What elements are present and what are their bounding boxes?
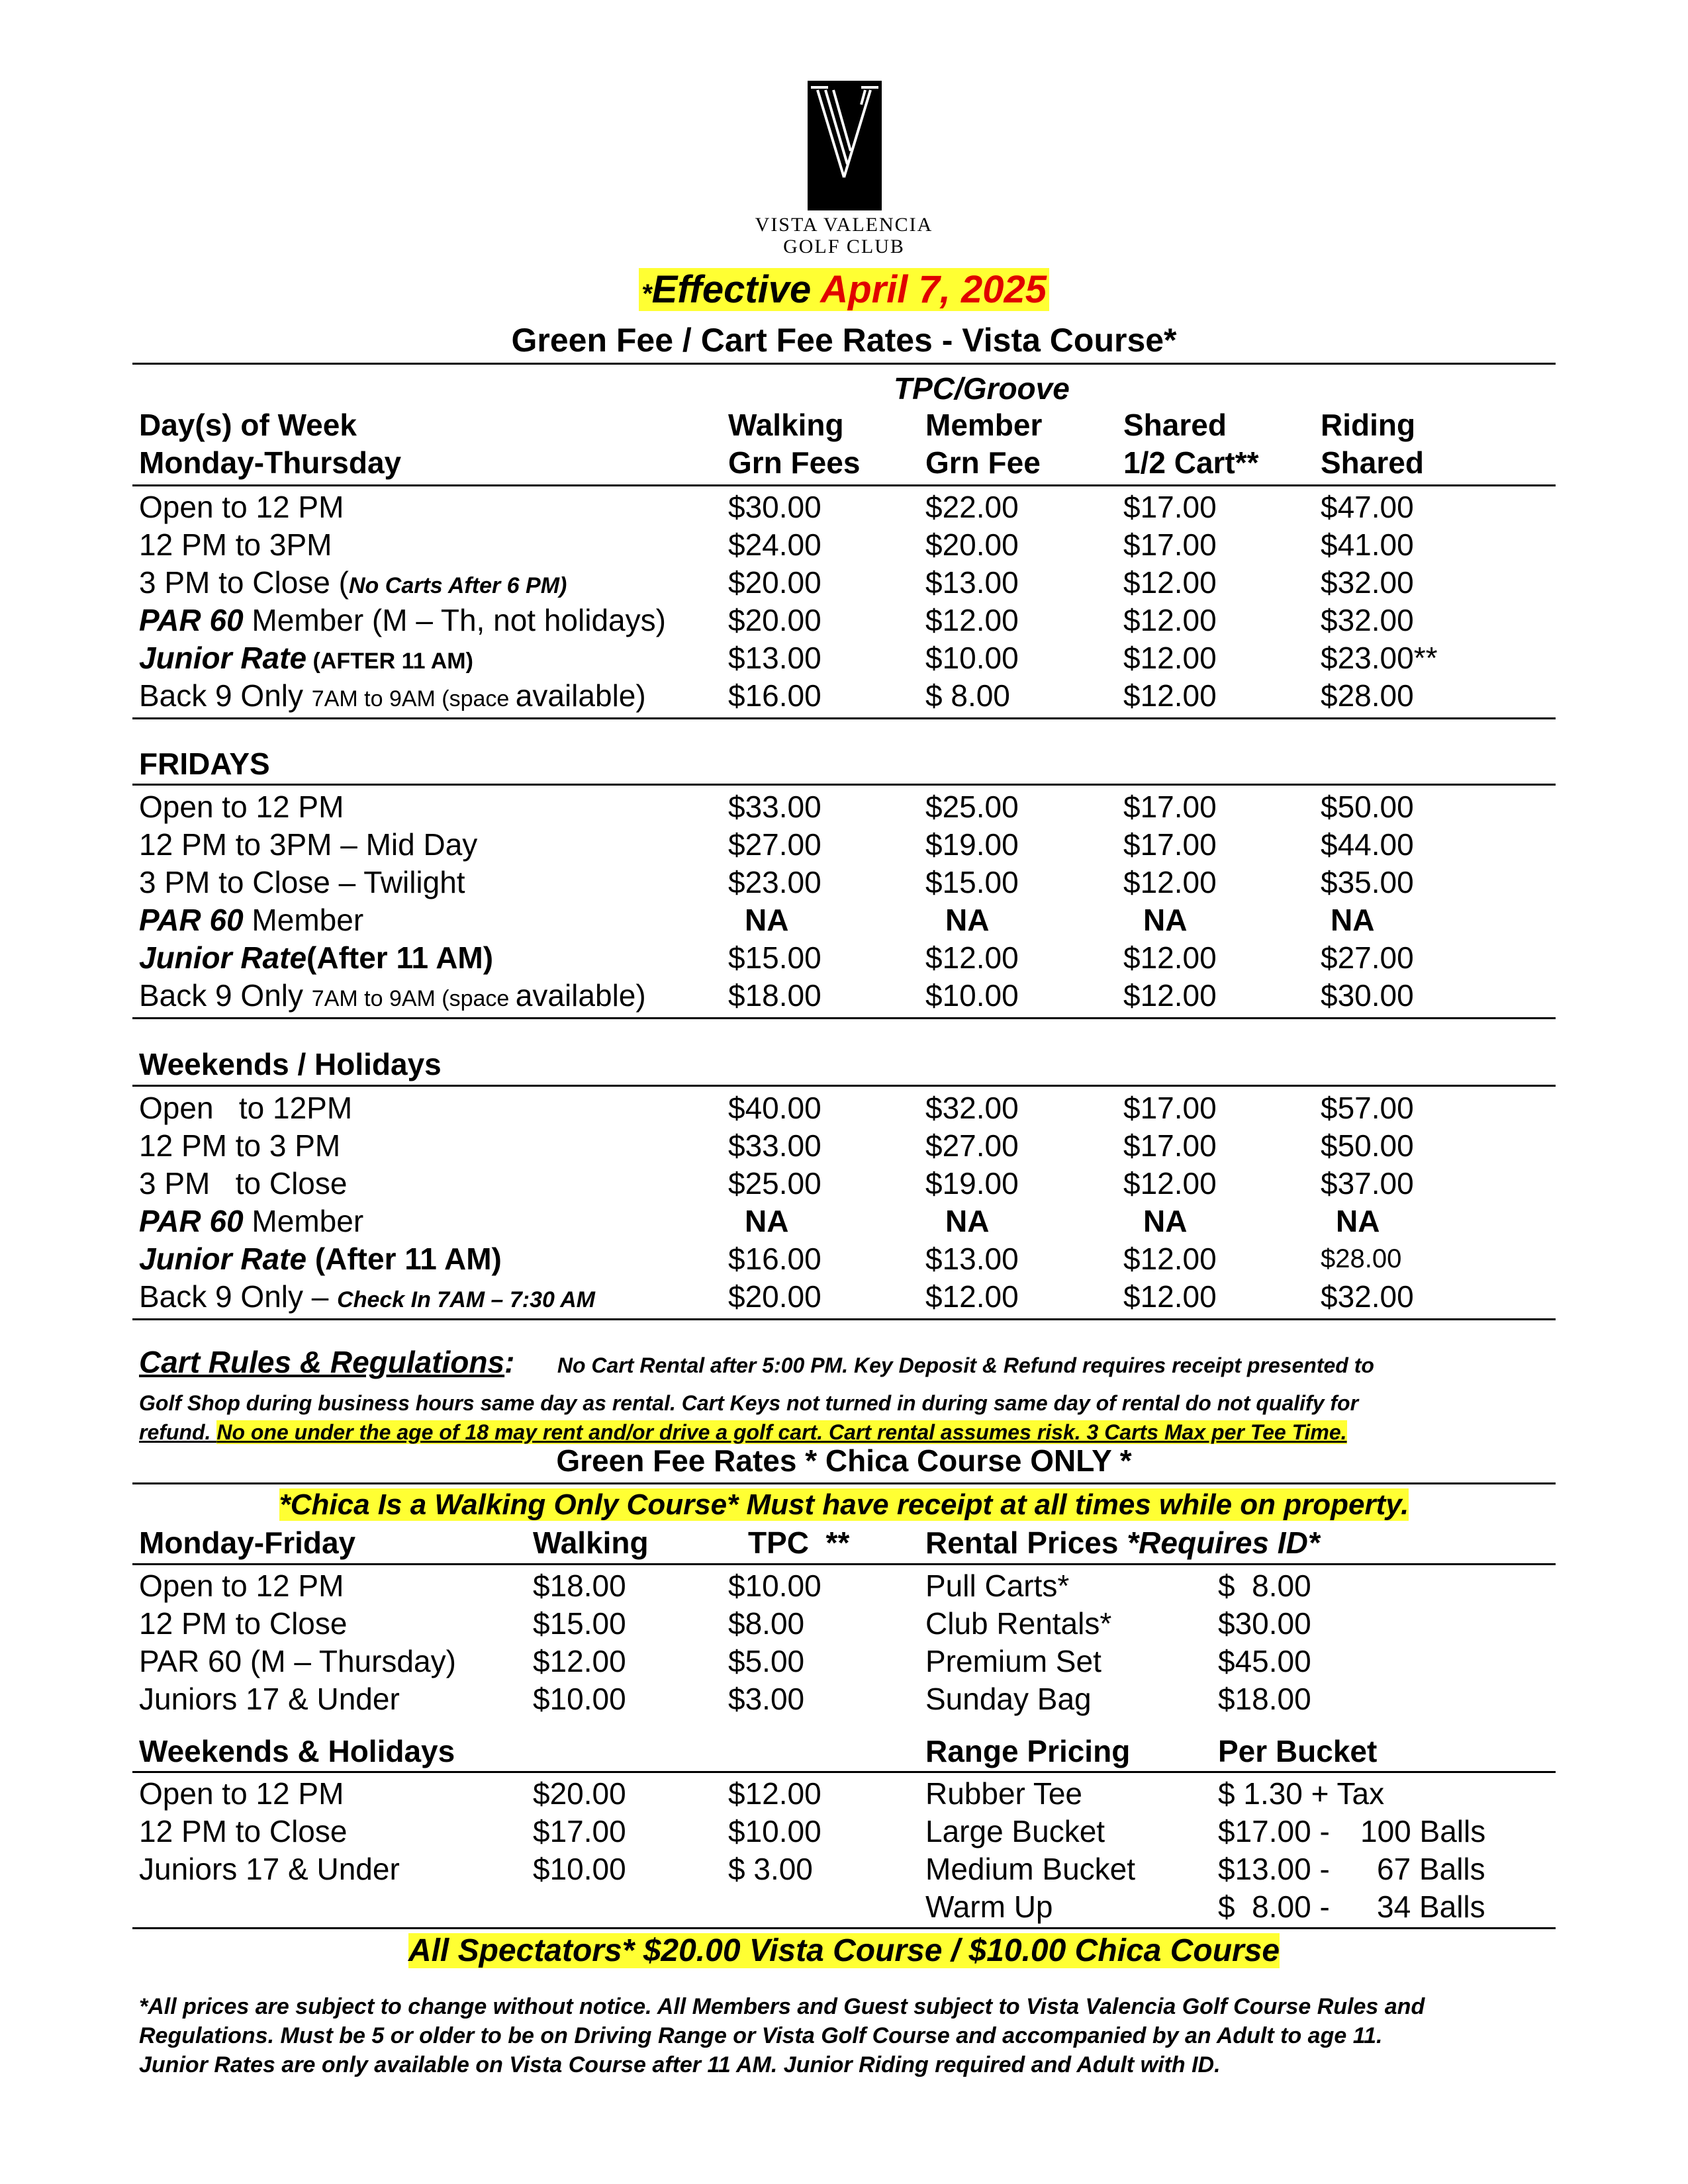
- chica-walking-col: Walking: [533, 1525, 649, 1560]
- rule-fridays: [132, 784, 1556, 786]
- rate-label: 3 PM to Close: [139, 1166, 348, 1201]
- rule-weekends-end: [132, 1318, 1556, 1320]
- range-item: Warm Up: [925, 1889, 1053, 1924]
- cart-rules-line3b: No one under the age of 18 may rent and/or drive a golf cart. Cart rental assumes risk. 3 Carts Max per Tee Time.: [216, 1420, 1347, 1444]
- range-balls: 100 Balls: [1360, 1814, 1486, 1848]
- walking-fee: NA: [745, 903, 789, 937]
- back9-available: available): [515, 678, 646, 713]
- rate-label-rest: Member (M – Th, not holidays): [243, 603, 666, 637]
- rate-label: [139, 1240, 502, 1278]
- riding-fee: $32.00: [1321, 603, 1414, 637]
- riding-fee: $28.00: [1321, 1244, 1402, 1273]
- effective-label: Effective: [651, 268, 821, 311]
- chica-weekend-label: Weekends & Holidays: [139, 1734, 455, 1768]
- table-row: [0, 1202, 1688, 1240]
- par60-label: PAR 60: [139, 1204, 244, 1238]
- range-price: $17.00 -: [1218, 1814, 1330, 1848]
- rule-chica-weekday: [132, 1563, 1556, 1565]
- riding-fee: $28.00: [1321, 678, 1414, 713]
- chica-tpc-fee: $10.00: [728, 1814, 821, 1848]
- cart-rules-heading: Cart Rules & Regulations: [139, 1345, 505, 1379]
- table-row: [0, 525, 1688, 564]
- rate-label: Open to 12PM: [139, 1091, 353, 1125]
- member-fee: $15.00: [925, 865, 1019, 899]
- rental-price: $45.00: [1218, 1644, 1311, 1678]
- club-logo: [712, 78, 976, 257]
- rate-label: [139, 601, 666, 639]
- col-member-label-1: Member: [925, 408, 1043, 442]
- col-walking-label-2: Grn Fees: [728, 445, 861, 480]
- table-row: [0, 1277, 1688, 1316]
- shared-cart-fee: $17.00: [1123, 1128, 1217, 1163]
- shared-cart-fee: $12.00: [1123, 865, 1217, 899]
- member-fee: $27.00: [925, 1128, 1019, 1163]
- footnote-line3: Junior Rates are only available on Vista Course after 11 AM. Junior Riding required and Adult with ID.: [139, 2052, 1221, 2077]
- member-fee: $10.00: [925, 641, 1019, 675]
- rental-price: $ 8.00: [1218, 1569, 1311, 1603]
- fridays-heading: [0, 745, 1688, 783]
- col-walking-label-1: Walking: [728, 408, 844, 442]
- shared-cart-fee: NA: [1143, 1204, 1188, 1238]
- chica-walking-fee: $15.00: [533, 1606, 626, 1641]
- chica-walking-fee: $10.00: [533, 1852, 626, 1886]
- chica-walking-note: [0, 1486, 1688, 1524]
- riding-fee: $27.00: [1321, 940, 1414, 975]
- shared-cart-fee: NA: [1143, 903, 1188, 937]
- member-fee: NA: [945, 903, 990, 937]
- rate-label: [139, 938, 493, 977]
- fridays-label: FRIDAYS: [139, 747, 270, 781]
- table-row: [0, 1240, 1688, 1278]
- range-balls: 67 Balls: [1377, 1852, 1485, 1886]
- rental-item: Sunday Bag: [925, 1682, 1092, 1716]
- table-row: [0, 1774, 1688, 1813]
- rule-chica-end: [132, 1927, 1556, 1929]
- member-fee: $13.00: [925, 565, 1019, 600]
- riding-fee: $23.00**: [1321, 641, 1438, 675]
- rate-label: [139, 901, 363, 939]
- rate-label: 12 PM to 3 PM: [139, 1128, 341, 1163]
- back9-label: Back 9 Only –: [139, 1279, 338, 1314]
- chica-rate-label: Open to 12 PM: [139, 1776, 344, 1811]
- chica-weekday-header: [0, 1524, 1688, 1562]
- table-row: [0, 1888, 1688, 1926]
- riding-fee: $30.00: [1321, 978, 1414, 1013]
- junior-rate-label: Junior Rate: [139, 641, 307, 675]
- cart-rules: [139, 1343, 1556, 1447]
- chica-rate-label: Open to 12 PM: [139, 1569, 344, 1603]
- member-fee: $25.00: [925, 790, 1019, 824]
- riding-fee: $32.00: [1321, 1279, 1414, 1314]
- cart-rules-line3a: refund.: [139, 1420, 217, 1444]
- col-riding-label-2: Shared: [1321, 445, 1424, 480]
- table-row: [0, 1089, 1688, 1127]
- back9-label: Back 9 Only: [139, 678, 312, 713]
- shared-cart-fee: $12.00: [1123, 565, 1217, 600]
- chica-tpc-fee: $10.00: [728, 1569, 821, 1603]
- par60-label: PAR 60: [139, 603, 244, 637]
- riding-fee: NA: [1336, 1204, 1380, 1238]
- rental-price: $18.00: [1218, 1682, 1311, 1716]
- tpc-groove-label: TPC/Groove: [894, 371, 1070, 406]
- member-fee: NA: [945, 1204, 990, 1238]
- footnote: [139, 1992, 1562, 2079]
- member-fee: $22.00: [925, 490, 1019, 524]
- walking-fee: $20.00: [728, 603, 821, 637]
- table-row: [0, 1567, 1688, 1605]
- shared-cart-fee: $12.00: [1123, 603, 1217, 637]
- col-day-label-1: Day(s) of Week: [139, 408, 357, 442]
- chica-rate-label: 12 PM to Close: [139, 1814, 348, 1848]
- member-fee: $10.00: [925, 978, 1019, 1013]
- shared-cart-fee: $12.00: [1123, 940, 1217, 975]
- table-row: [0, 563, 1688, 602]
- member-fee: $ 8.00: [925, 678, 1010, 713]
- shared-cart-fee: $17.00: [1123, 527, 1217, 562]
- shared-cart-fee: $12.00: [1123, 641, 1217, 675]
- shared-cart-fee: $12.00: [1123, 678, 1217, 713]
- rental-item: Pull Carts*: [925, 1569, 1070, 1603]
- spectators-text: All Spectators* $20.00 Vista Course / $10.00 Chica Course: [408, 1933, 1280, 1968]
- rate-label-rest: Member: [243, 903, 364, 937]
- shared-cart-fee: $12.00: [1123, 1166, 1217, 1201]
- rule-header: [132, 484, 1556, 486]
- chica-rate-label: 12 PM to Close: [139, 1606, 348, 1641]
- table-row: [0, 863, 1688, 901]
- chica-walking-fee: $12.00: [533, 1644, 626, 1678]
- rate-label: Open to 12 PM: [139, 790, 344, 824]
- rental-item: Premium Set: [925, 1644, 1102, 1678]
- per-bucket-label: Per Bucket: [1218, 1734, 1378, 1768]
- member-fee: $32.00: [925, 1091, 1019, 1125]
- col-shared-label-2: 1/2 Cart**: [1123, 445, 1259, 480]
- rate-label: 3 PM to Close – Twilight: [139, 865, 465, 899]
- walking-fee: NA: [745, 1204, 789, 1238]
- table-row: [0, 976, 1688, 1015]
- shared-cart-fee: $17.00: [1123, 1091, 1217, 1125]
- rule-fridays-end: [132, 1017, 1556, 1019]
- no-carts-note: No Carts After 6 PM): [349, 573, 567, 598]
- walking-fee: $20.00: [728, 565, 821, 600]
- walking-fee: $20.00: [728, 1279, 821, 1314]
- rental-prices-label: Rental Prices: [925, 1525, 1127, 1560]
- range-balls: 34 Balls: [1377, 1889, 1485, 1924]
- weekends-label: Weekends / Holidays: [139, 1047, 442, 1081]
- riding-fee: $32.00: [1321, 565, 1414, 600]
- par60-label: PAR 60: [139, 903, 244, 937]
- column-header-row-1: [0, 406, 1688, 444]
- table-row: [0, 938, 1688, 977]
- chica-walking-note-text: *Chica Is a Walking Only Course* Must have receipt at all times while on property.: [279, 1488, 1409, 1521]
- chica-tpc-fee: $3.00: [728, 1682, 805, 1716]
- walking-fee: $18.00: [728, 978, 821, 1013]
- rule-chica-weekend: [132, 1771, 1556, 1773]
- rate-label: [139, 639, 473, 680]
- vista-title: Green Fee / Cart Fee Rates - Vista Course*: [511, 322, 1177, 359]
- rule-top: [132, 363, 1556, 365]
- riding-fee: $44.00: [1321, 827, 1414, 862]
- walking-fee: $23.00: [728, 865, 821, 899]
- logo-line-1: VISTA VALENCIA: [755, 214, 933, 236]
- back9-time: 7AM to 9AM (space: [311, 986, 516, 1011]
- range-item: Large Bucket: [925, 1814, 1105, 1848]
- effective-asterisk: *: [641, 279, 652, 308]
- walking-fee: $16.00: [728, 678, 821, 713]
- junior-rate-note: (After 11 AM): [306, 1242, 502, 1276]
- chica-tpc-fee: $12.00: [728, 1776, 821, 1811]
- table-row: [0, 1604, 1688, 1643]
- rate-label: [139, 1202, 363, 1240]
- table-row: [0, 788, 1688, 826]
- member-fee: $20.00: [925, 527, 1019, 562]
- rate-label-main: 3 PM to Close (: [139, 565, 349, 600]
- chica-rate-label: PAR 60 (M – Thursday): [139, 1644, 456, 1678]
- effective-date: April 7, 2025: [820, 268, 1047, 311]
- walking-fee: $16.00: [728, 1242, 821, 1276]
- rate-label: [139, 563, 567, 605]
- member-fee: $12.00: [925, 1279, 1019, 1314]
- chica-rate-label: Juniors 17 & Under: [139, 1682, 400, 1716]
- rate-label: [139, 676, 646, 718]
- table-row: [0, 1812, 1688, 1850]
- rate-label: 12 PM to 3PM: [139, 527, 332, 562]
- riding-fee: $37.00: [1321, 1166, 1414, 1201]
- table-row: [0, 1164, 1688, 1203]
- chica-walking-fee: $18.00: [533, 1569, 626, 1603]
- shared-cart-fee: $12.00: [1123, 978, 1217, 1013]
- rental-requires-id: *Requires ID*: [1127, 1525, 1320, 1560]
- range-item: Rubber Tee: [925, 1776, 1082, 1811]
- junior-rate-label: Junior Rate: [139, 1242, 307, 1276]
- rental-prices-heading: [925, 1524, 1320, 1562]
- chica-weekday-label: Monday-Friday: [139, 1525, 356, 1560]
- logo-line-2: GOLF CLUB: [783, 236, 905, 257]
- riding-fee: $50.00: [1321, 790, 1414, 824]
- junior-rate-note: (After 11 AM): [306, 940, 494, 975]
- rule-mon-thu-end: [132, 717, 1556, 719]
- walking-fee: $25.00: [728, 1166, 821, 1201]
- chica-tpc-col: TPC **: [748, 1525, 850, 1560]
- walking-fee: $33.00: [728, 790, 821, 824]
- member-fee: $12.00: [925, 603, 1019, 637]
- cart-rules-line1: No Cart Rental after 5:00 PM. Key Deposit & Refund requires receipt presented to: [557, 1353, 1374, 1377]
- chica-rate-label: Juniors 17 & Under: [139, 1852, 400, 1886]
- walking-fee: $27.00: [728, 827, 821, 862]
- chica-walking-fee: $20.00: [533, 1776, 626, 1811]
- back9-available: available): [515, 978, 646, 1013]
- junior-rate-note: (AFTER 11 AM): [306, 649, 473, 674]
- rate-label: [139, 976, 646, 1018]
- vista-valencia-logo-mark: [712, 78, 976, 210]
- shared-cart-fee: $12.00: [1123, 1242, 1217, 1276]
- chica-tpc-fee: $ 3.00: [728, 1852, 813, 1886]
- walking-fee: $33.00: [728, 1128, 821, 1163]
- back9-checkin: Check In 7AM – 7:30 AM: [337, 1287, 595, 1312]
- shared-cart-fee: $12.00: [1123, 1279, 1217, 1314]
- cart-rules-colon: :: [504, 1345, 515, 1379]
- member-fee: $19.00: [925, 827, 1019, 862]
- chica-walking-fee: $10.00: [533, 1682, 626, 1716]
- back9-label: Back 9 Only: [139, 978, 312, 1013]
- rate-label: [139, 1277, 595, 1319]
- chica-title: Green Fee Rates * Chica Course ONLY *: [556, 1443, 1132, 1478]
- spectators-banner: [0, 1931, 1688, 1971]
- riding-fee: $50.00: [1321, 1128, 1414, 1163]
- effective-date-banner: [0, 265, 1688, 319]
- chica-walking-fee: $17.00: [533, 1814, 626, 1848]
- walking-fee: $40.00: [728, 1091, 821, 1125]
- walking-fee: $24.00: [728, 527, 821, 562]
- weekends-heading: [0, 1045, 1688, 1083]
- walking-fee: $15.00: [728, 940, 821, 975]
- table-row: [0, 1850, 1688, 1888]
- footnote-line2: Regulations. Must be 5 or older to be on Driving Range or Vista Golf Course and accompanied by an Adult to age 11.: [139, 2023, 1383, 2048]
- shared-cart-fee: $17.00: [1123, 790, 1217, 824]
- riding-fee: $41.00: [1321, 527, 1414, 562]
- col-riding-label-1: Riding: [1321, 408, 1416, 442]
- range-price: $ 8.00 -: [1218, 1889, 1330, 1924]
- range-price: $13.00 -: [1218, 1852, 1330, 1886]
- riding-fee: $35.00: [1321, 865, 1414, 899]
- chica-tpc-fee: $5.00: [728, 1644, 805, 1678]
- member-fee: $19.00: [925, 1166, 1019, 1201]
- riding-fee: $57.00: [1321, 1091, 1414, 1125]
- rule-chica-top: [132, 1482, 1556, 1484]
- range-price: $ 1.30 + Tax: [1218, 1776, 1385, 1811]
- column-header-row-2: [0, 443, 1688, 482]
- table-row: [0, 1680, 1688, 1718]
- table-row: [0, 488, 1688, 526]
- col-day-label-2: Monday-Thursday: [139, 445, 402, 480]
- walking-fee: $30.00: [728, 490, 821, 524]
- table-row: [0, 676, 1688, 715]
- cart-rules-line2: Golf Shop during business hours same day as rental. Cart Keys not turned in during same day of rental do not qualify for: [139, 1391, 1359, 1415]
- rate-label: 12 PM to 3PM – Mid Day: [139, 827, 478, 862]
- rate-label: Open to 12 PM: [139, 490, 344, 524]
- table-row: [0, 1126, 1688, 1165]
- table-row: [0, 825, 1688, 864]
- tpc-groove-header-row: [0, 369, 1688, 408]
- junior-rate-label: Junior Rate: [139, 940, 307, 975]
- table-row: [0, 601, 1688, 639]
- rule-weekends: [132, 1085, 1556, 1087]
- col-member-label-2: Grn Fee: [925, 445, 1041, 480]
- member-fee: $12.00: [925, 940, 1019, 975]
- range-pricing-label: Range Pricing: [925, 1734, 1131, 1768]
- member-fee: $13.00: [925, 1242, 1019, 1276]
- shared-cart-fee: $17.00: [1123, 827, 1217, 862]
- table-row: [0, 1642, 1688, 1680]
- riding-fee: NA: [1331, 903, 1375, 937]
- table-row: [0, 901, 1688, 939]
- rental-price: $30.00: [1218, 1606, 1311, 1641]
- footnote-line1: *All prices are subject to change without notice. All Members and Guest subject to Vista Valencia Golf Course Rules and: [139, 1994, 1425, 2019]
- shared-cart-fee: $17.00: [1123, 490, 1217, 524]
- riding-fee: $47.00: [1321, 490, 1414, 524]
- rental-item: Club Rentals*: [925, 1606, 1112, 1641]
- rate-label-rest: Member: [243, 1204, 364, 1238]
- walking-fee: $13.00: [728, 641, 821, 675]
- table-row: [0, 639, 1688, 677]
- range-item: Medium Bucket: [925, 1852, 1136, 1886]
- col-shared-label-1: Shared: [1123, 408, 1227, 442]
- back9-time: 7AM to 9AM (space: [311, 686, 516, 711]
- chica-weekend-header: [0, 1732, 1688, 1770]
- chica-tpc-fee: $8.00: [728, 1606, 805, 1641]
